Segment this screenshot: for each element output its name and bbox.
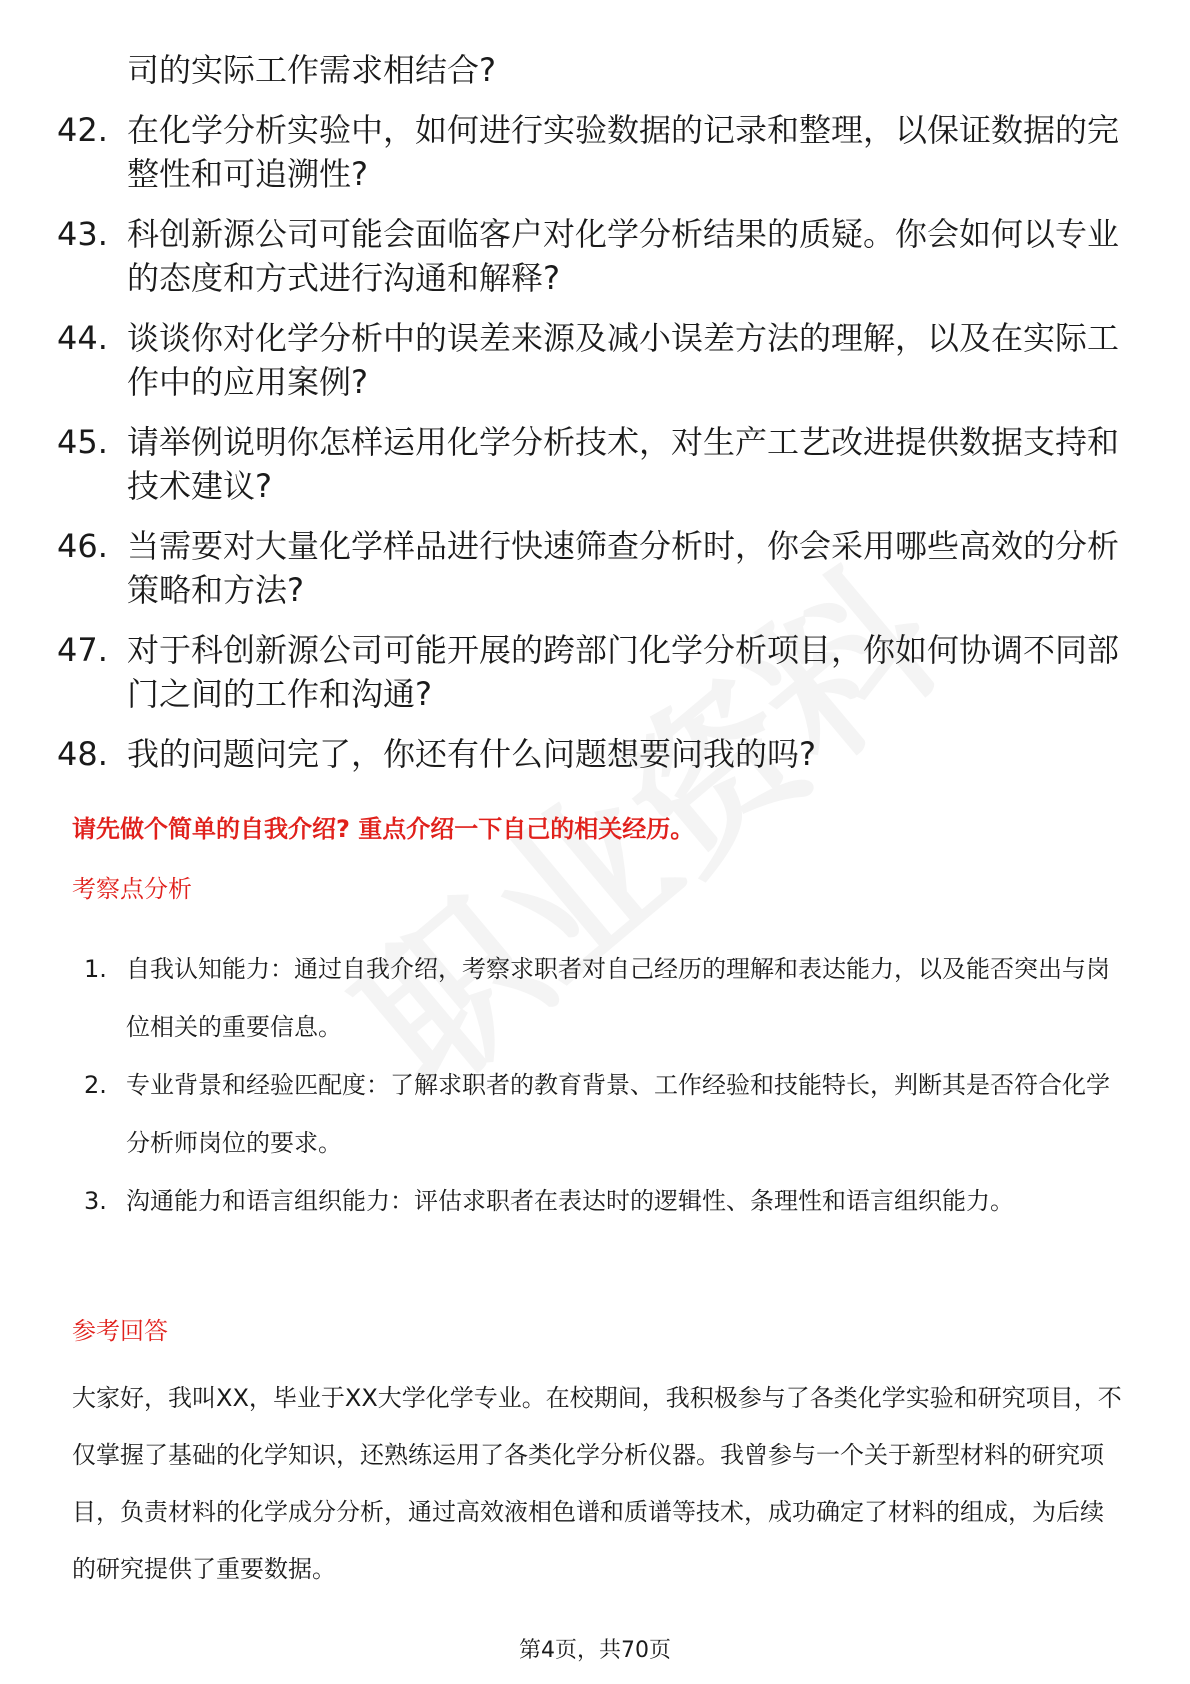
question-continuation: 司的实际工作需求相结合?: [127, 51, 496, 89]
item-text: 当需要对大量化学样品进行快速筛查分析时，你会采用哪些高效的分析策略和方法?: [127, 527, 1120, 609]
reference-answer: 大家好，我叫XX，毕业于XX大学化学专业。在校期间，我积极参与了各类化学实验和研究项目，不仅掌握了基础的化学知识，还熟练运用了各类化学分析仪器。我曾参与一个关于新型材料的研究项目，负责材料的化学成分分析，通过高效液相色谱和质谱等技术，成功确定了材料的组成，为后续的研究提供了重要数据。: [72, 1384, 1122, 1583]
question-list: [57, 48, 1127, 776]
list-item: [57, 732, 1127, 776]
item-text: 谈谈你对化学分析中的误差来源及减小误差方法的理解，以及在实际工作中的应用案例?: [127, 319, 1120, 401]
item-text: 我的问题问完了，你还有什么问题想要问我的吗?: [127, 735, 816, 773]
list-item: [84, 940, 1124, 1056]
list-item: [57, 628, 1127, 716]
page-footer: 第4页，共70页: [519, 1638, 671, 1663]
analysis-list: [84, 940, 1124, 1230]
reference-heading: 参考回答: [72, 1317, 168, 1345]
list-item: [84, 1172, 1124, 1230]
item-text: 沟通能力和语言组织能力：评估求职者在表达时的逻辑性、条理性和语言组织能力。: [126, 1187, 1014, 1215]
item-number: 3.: [84, 1187, 107, 1215]
list-item: [57, 108, 1127, 196]
list-item: [57, 420, 1127, 508]
item-number: 48.: [57, 735, 108, 773]
item-number: 43.: [57, 215, 108, 253]
list-item: [57, 524, 1127, 612]
item-text: 专业背景和经验匹配度：了解求职者的教育背景、工作经验和技能特长，判断其是否符合化学分析师岗位的要求。: [126, 1071, 1110, 1157]
item-text: 在化学分析实验中，如何进行实验数据的记录和整理，以保证数据的完整性和可追溯性?: [127, 111, 1120, 193]
item-text: 自我认知能力：通过自我介绍，考察求职者对自己经历的理解和表达能力，以及能否突出与岗位相关的重要信息。: [126, 955, 1110, 1041]
item-text: 请举例说明你怎样运用化学分析技术，对生产工艺改进提供数据支持和技术建议?: [127, 423, 1120, 505]
item-number: 44.: [57, 319, 108, 357]
analysis-heading: 考察点分析: [72, 875, 192, 903]
item-text: 对于科创新源公司可能开展的跨部门化学分析项目，你如何协调不同部门之间的工作和沟通?: [127, 631, 1120, 713]
list-item: [57, 212, 1127, 300]
item-number: 1.: [84, 955, 107, 983]
item-number: 45.: [57, 423, 108, 461]
item-number: 47.: [57, 631, 108, 669]
list-item: [57, 316, 1127, 404]
list-item: [84, 1056, 1124, 1172]
section-question-heading: 请先做个简单的自我介绍? 重点介绍一下自己的相关经历。: [72, 815, 695, 843]
item-number: 42.: [57, 111, 108, 149]
item-number: 46.: [57, 527, 108, 565]
item-text: 科创新源公司可能会面临客户对化学分析结果的质疑。你会如何以专业的态度和方式进行沟通和解释?: [127, 215, 1120, 297]
item-number: 2.: [84, 1071, 107, 1099]
